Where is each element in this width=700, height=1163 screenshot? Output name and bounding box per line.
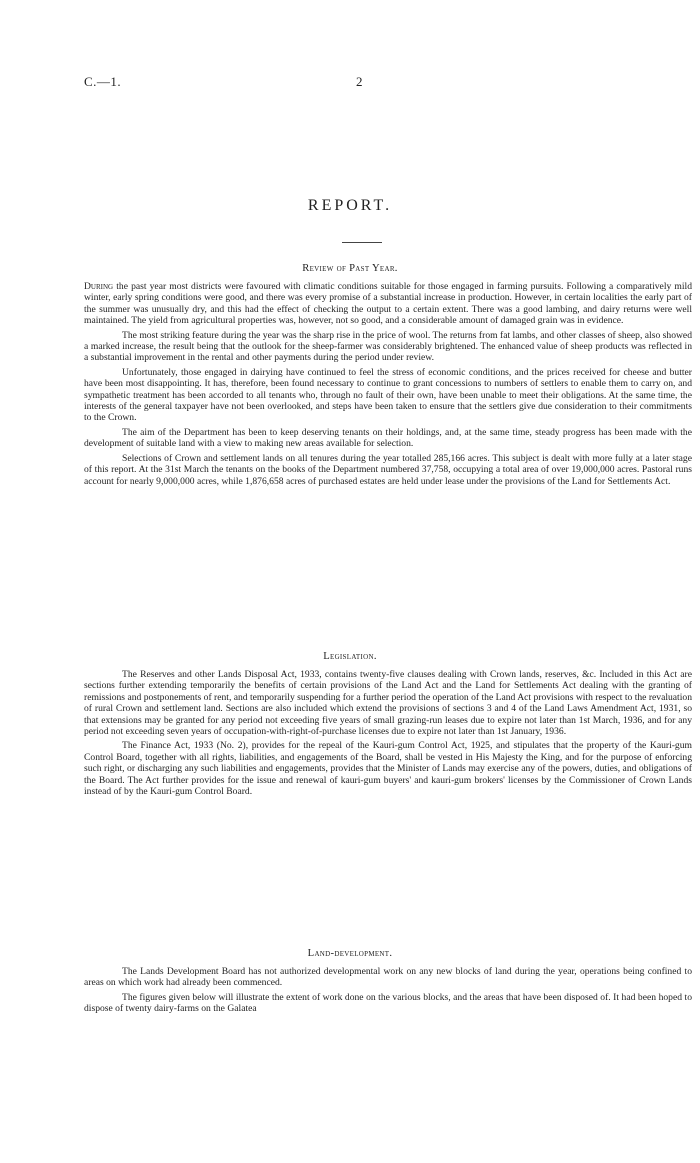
paragraph: The Reserves and other Lands Disposal Act, 1933, contains twenty-five clauses dealing with Crown lands, reserves, &c. Included in this Act are sections further extending temporarily the benefits of certain provisions of the Land Act and the Land for Settlements Act dealing with the granting of remissions and postponements of rent, and temporarily suspending for a further period the operation of the Land Act provisions with respect to the revaluation of rural Crown and settlement land. Sections are also included which extend the provisions of sections 3 and 4 of the Land Laws Amendment Act, 1931, so that extensions may be granted for any period not exceeding five years of small grazing-run leases due to expire not later than 1st March, 1936, and for any period not exceeding seven years of occupation-with-right-of-purchase licenses due to expire not later than 1st January, 1936. (84, 669, 692, 738)
section-legislation (84, 669, 692, 800)
paragraph (84, 281, 692, 327)
paragraph: The Finance Act, 1933 (No. 2), provides for the repeal of the Kauri-gum Control Act, 1925, and stipulates that the property of the Kauri-gum Control Board, together with all rights, liabilities, and engagements of the Board, shall be vested in His Majesty the King, and for the purpose of enforcing such right, or discharging any such liabilities and engagements, provides that the Minister of Lands may exercise any of the powers, duties, and obligations of the Board. The Act further provides for the issue and renewal of kauri-gum buyers' and kauri-gum brokers' licenses by the Commissioner of Crown Lands instead of by the Kauri-gum Control Board. (84, 740, 692, 798)
paragraph: Unfortunately, those engaged in dairying have continued to feel the stress of economic conditions, and the prices received for cheese and butter have been most disappointing. It has, therefore, been found necessary to continue to grant concessions to numbers of settlers to enable them to carry on, and sympathetic treatment has been accorded to all tenants who, through no fault of their own, have been unable to meet their obligations. At the same time, the interests of the general taxpayer have not been overlooked, and steps have been taken to ensure that the settlers give due consideration to their commitments to the Crown. (84, 366, 692, 424)
paragraph: The most striking feature during the year was the sharp rise in the price of wool. The returns from fat lambs, and other classes of sheep, also showed a marked increase, the result being that the outlook for the sheep-farmer was considerably brightened. The enhanced value of sheep products was reflected in a substantial improvement in the rental and other payments during the period under review. (84, 329, 692, 364)
paragraph-text: the past year most districts were favoured with climatic conditions suitable for those engaged in farming pursuits. Following a comparatively mild winter, early spring conditions were good, and there was every promise of a substantial increase in production. However, in certain localities the early part of the summer was unusually dry, and this had the effect of checking the output to a certain extent. There was a good lambing, and dairy returns were well maintained. The yield from agricultural properties was, however, not so good, and a considerable amount of damaged grain was in evidence. (84, 281, 692, 327)
page-number: 2 (356, 74, 363, 89)
paragraph: Selections of Crown and settlement lands on all tenures during the year totalled 285,166 acres. This subject is dealt with more fully at a later stage of this report. At the 31st March the tenants on the books of the Department numbered 37,758, occupying a total area of over 19,000,000 acres. Pastoral runs account for nearly 9,000,000 acres, while 1,876,658 acres of purchased estates are held under lease under the provisions of the Land for Settlements Act. (84, 452, 692, 487)
section-land-development (84, 966, 692, 1018)
paragraph: The Lands Development Board has not authorized developmental work on any new blocks of land during the year, operations being confined to areas on which work had already been commenced. (84, 966, 692, 989)
title-rule (342, 242, 382, 243)
page-title: REPORT. (307, 197, 393, 214)
paragraph-lead: During (84, 281, 114, 292)
section-review (84, 281, 692, 490)
page-code: C.—1. (84, 74, 122, 89)
section-heading-legislation: Legislation. (323, 651, 377, 662)
section-heading-review: Review of Past Year. (302, 263, 398, 274)
section-heading-land-development: Land-development. (307, 948, 393, 959)
paragraph: The aim of the Department has been to keep deserving tenants on their holdings, and, at the same time, steady progress has been made with the development of suitable land with a view to making new areas available for selection. (84, 426, 692, 450)
paragraph: The figures given below will illustrate the extent of work done on the various blocks, and the areas that have been disposed of. It had been hoped to dispose of twenty dairy-farms on the Galatea (84, 991, 692, 1015)
